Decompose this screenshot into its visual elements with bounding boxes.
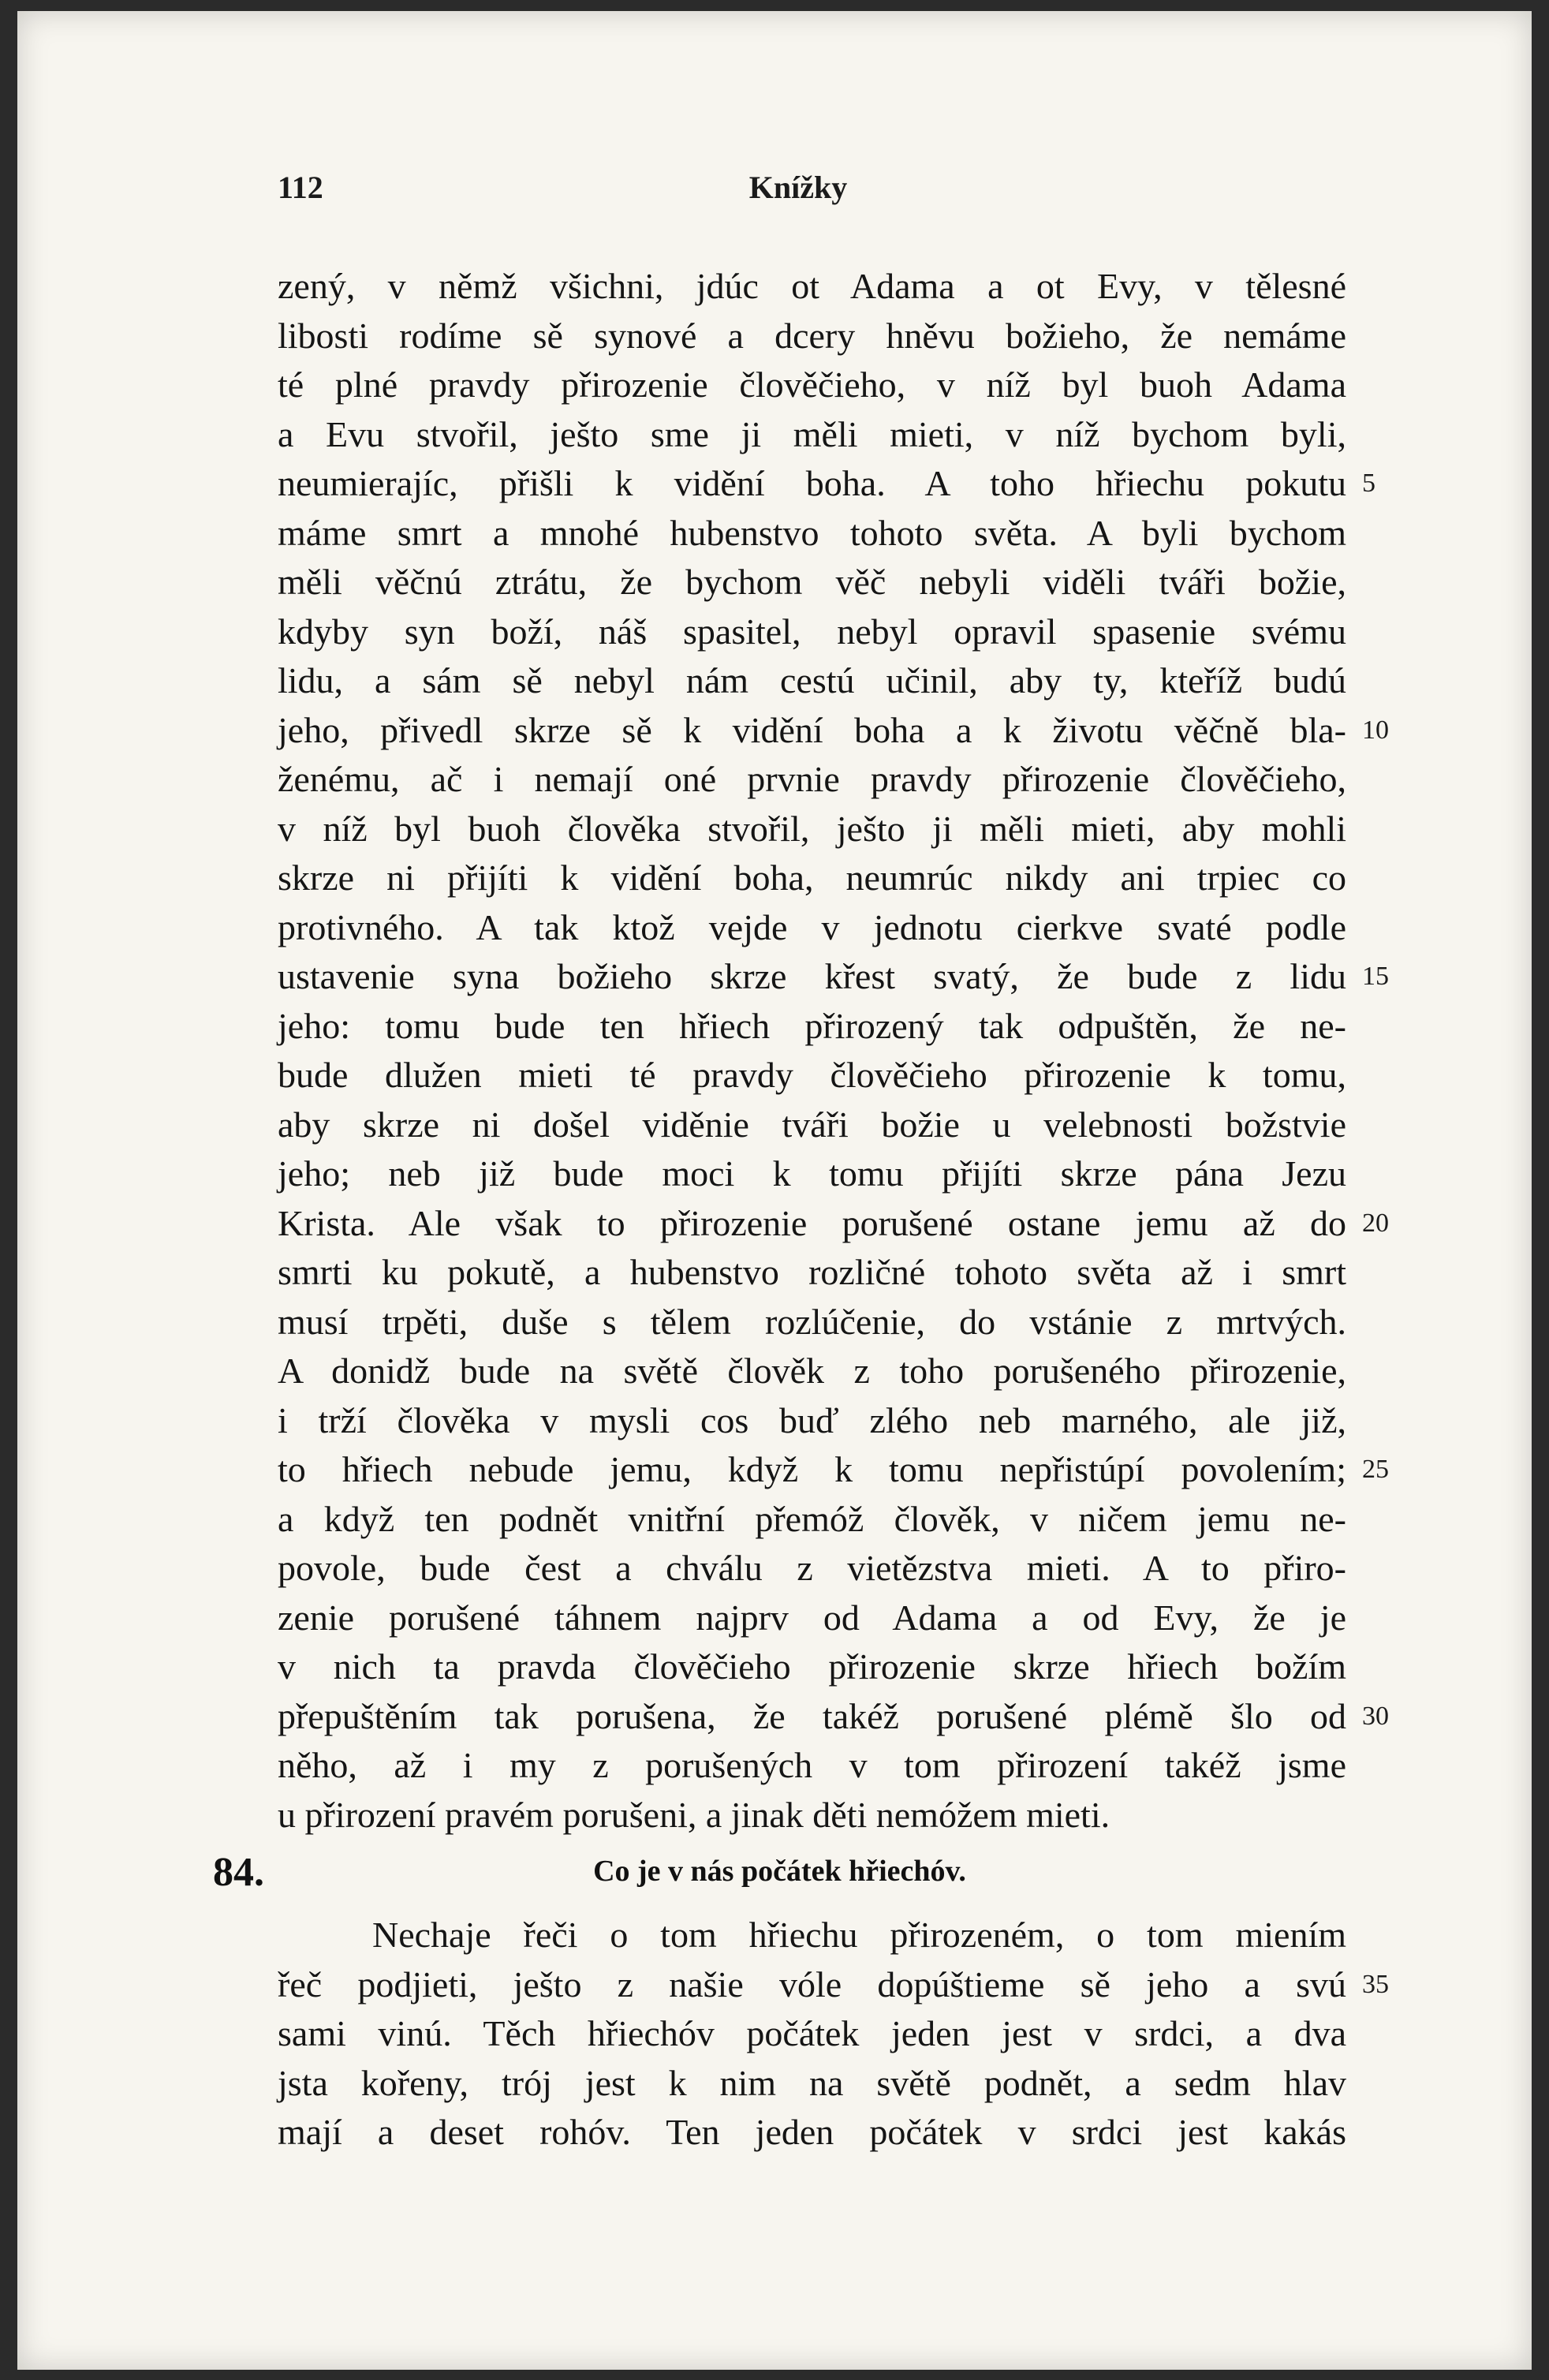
text-line bbox=[278, 1960, 1389, 2010]
text-line bbox=[278, 656, 1346, 706]
line-text: řeč podjieti, ješto z našie vóle dopúštieme sě jeho a svú bbox=[278, 1963, 1346, 2005]
text-line bbox=[278, 1396, 1346, 1446]
line-number: 10 bbox=[1362, 715, 1389, 745]
page-number: 112 bbox=[278, 170, 323, 205]
line-text: v nich ta pravda člověčieho přirozenie skrze hřiech božím bbox=[278, 1646, 1346, 1687]
text-line bbox=[278, 1100, 1346, 1150]
line-text: u přirození pravém porušeni, a jinak děti nemóžem mieti. bbox=[278, 1794, 1110, 1835]
text-line bbox=[278, 1002, 1346, 1052]
line-text: povole, bude čest a chválu z vietězstva mieti. A to přiro- bbox=[278, 1548, 1346, 1588]
text-line bbox=[278, 410, 1346, 460]
line-text: jeho, přivedl skrze sě k vidění boha a k životu věčně bla- bbox=[278, 709, 1346, 750]
text-line bbox=[278, 1642, 1346, 1692]
text-line bbox=[278, 805, 1346, 854]
running-head: Knížky bbox=[748, 170, 848, 205]
text-line bbox=[278, 755, 1346, 805]
book-page bbox=[17, 11, 1532, 2370]
section-heading bbox=[213, 1849, 1346, 1904]
line-text: mají a deset rohóv. Ten jeden počátek v srdci jest kakás bbox=[278, 2112, 1346, 2152]
text-line bbox=[278, 2009, 1346, 2059]
line-text: jeho: tomu bude ten hřiech přirozený tak odpuštěn, že ne- bbox=[278, 1005, 1346, 1046]
line-number: 30 bbox=[1362, 1701, 1389, 1731]
line-text: bude dlužen mieti té pravdy člověčieho přirozenie k tomu, bbox=[278, 1055, 1346, 1095]
text-line bbox=[278, 1149, 1346, 1199]
text-line bbox=[278, 2059, 1346, 2109]
line-text: aby skrze ni došel viděnie tváři božie u velebnosti božstvie bbox=[278, 1104, 1346, 1145]
line-text: měli věčnú ztrátu, že bychom věč nebyli viděli tváři božie, bbox=[278, 562, 1346, 602]
line-number: 15 bbox=[1362, 962, 1389, 991]
line-text: té plné pravdy přirozenie člověčieho, v níž byl buoh Adama bbox=[278, 364, 1346, 405]
text-line bbox=[278, 952, 1389, 1002]
line-text: protivného. A tak ktož vejde v jednotu cierkve svaté podle bbox=[278, 906, 1346, 947]
section-text bbox=[278, 1911, 1389, 2158]
line-text: v níž byl buoh člověka stvořil, ješto ji měli mieti, aby mohli bbox=[278, 808, 1346, 849]
line-text: přepuštěním tak porušena, že takéž porušené plémě šlo od bbox=[278, 1695, 1346, 1736]
text-line bbox=[278, 361, 1346, 410]
text-line bbox=[278, 558, 1346, 607]
text-line bbox=[278, 1298, 1346, 1347]
text-line bbox=[278, 607, 1346, 657]
text-line bbox=[278, 1445, 1389, 1495]
line-text: jsta kořeny, trój jest k nim na světě podnět, a sedm hlav bbox=[278, 2062, 1346, 2103]
line-text: jeho; neb již bude moci k tomu přijíti skrze pána Jezu bbox=[278, 1153, 1346, 1194]
text-line bbox=[278, 1495, 1346, 1545]
section-number: 84. bbox=[213, 1850, 264, 1895]
text-line bbox=[278, 903, 1346, 953]
page-header bbox=[254, 169, 1342, 216]
line-text: ustavenie syna božieho skrze křest svatý, že bude z lidu bbox=[278, 956, 1346, 996]
line-text: neumierajíc, přišli k vidění boha. A toho hřiechu pokutu bbox=[278, 463, 1346, 503]
text-line bbox=[278, 1741, 1346, 1791]
text-line bbox=[278, 1791, 1346, 1840]
line-number: 20 bbox=[1362, 1208, 1389, 1238]
main-text bbox=[278, 262, 1389, 1840]
line-text: smrti ku pokutě, a hubenstvo rozličné tohoto světa až i smrt bbox=[278, 1252, 1346, 1292]
text-line bbox=[278, 1911, 1346, 1960]
line-text: to hřiech nebude jemu, když k tomu nepřistúpí povolením; bbox=[278, 1449, 1346, 1489]
line-text: zený, v němž všichni, jdúc ot Adama a ot Evy, v tělesné bbox=[278, 266, 1346, 306]
line-text: a když ten podnět vnitřní přemóž člověk, v ničem jemu ne- bbox=[278, 1498, 1346, 1539]
text-line bbox=[278, 1199, 1389, 1249]
text-line bbox=[278, 262, 1346, 312]
section-title: Co je v nás počátek hřiechóv. bbox=[593, 1855, 966, 1888]
line-text: lidu, a sám sě nebyl nám cestú učinil, aby ty, kteříž budú bbox=[278, 660, 1346, 701]
text-line bbox=[278, 509, 1346, 559]
text-line bbox=[278, 1544, 1346, 1594]
line-text: libosti rodíme sě synové a dcery hněvu božieho, že nemáme bbox=[278, 315, 1346, 356]
text-line bbox=[278, 2108, 1346, 2158]
line-text: něho, až i my z porušených v tom přirození takéž jsme bbox=[278, 1745, 1346, 1785]
line-text: ženému, ač i nemají oné prvnie pravdy přirozenie člověčieho, bbox=[278, 759, 1346, 799]
line-text: i trží člověka v mysli cos buď zlého neb marného, ale již, bbox=[278, 1399, 1346, 1440]
text-line bbox=[278, 1347, 1346, 1396]
text-line bbox=[278, 1594, 1346, 1643]
text-line bbox=[278, 312, 1346, 361]
line-text: Krista. Ale však to přirozenie porušené ostane jemu až do bbox=[278, 1202, 1346, 1243]
line-text: skrze ni přijíti k vidění boha, neumrúc nikdy ani trpiec co bbox=[278, 857, 1346, 898]
text-line bbox=[278, 1248, 1346, 1298]
line-number: 25 bbox=[1362, 1455, 1389, 1484]
line-text: máme smrt a mnohé hubenstvo tohoto světa. A byli bychom bbox=[278, 512, 1346, 553]
line-text: a Evu stvořil, ješto sme ji měli mieti, v níž bychom byli, bbox=[278, 413, 1346, 454]
line-text: Nechaje řeči o tom hřiechu přirozeném, o tom miením bbox=[372, 1915, 1346, 1955]
line-number: 5 bbox=[1362, 469, 1375, 498]
text-line bbox=[278, 459, 1375, 509]
line-number: 35 bbox=[1362, 1969, 1389, 1999]
line-text: sami vinú. Těch hřiechóv počátek jeden jest v srdci, a dva bbox=[278, 2013, 1346, 2053]
text-line bbox=[278, 1692, 1389, 1742]
text-line bbox=[278, 854, 1346, 903]
line-text: zenie porušené táhnem najprv od Adama a od Evy, že je bbox=[278, 1597, 1346, 1638]
text-line bbox=[278, 706, 1389, 756]
text-line bbox=[278, 1051, 1346, 1100]
line-text: musí trpěti, duše s tělem rozlúčenie, do vstánie z mrtvých. bbox=[278, 1301, 1346, 1342]
line-text: kdyby syn boží, náš spasitel, nebyl opravil spasenie svému bbox=[278, 611, 1346, 652]
line-text: A donidž bude na světě člověk z toho porušeného přirozenie, bbox=[278, 1351, 1346, 1391]
